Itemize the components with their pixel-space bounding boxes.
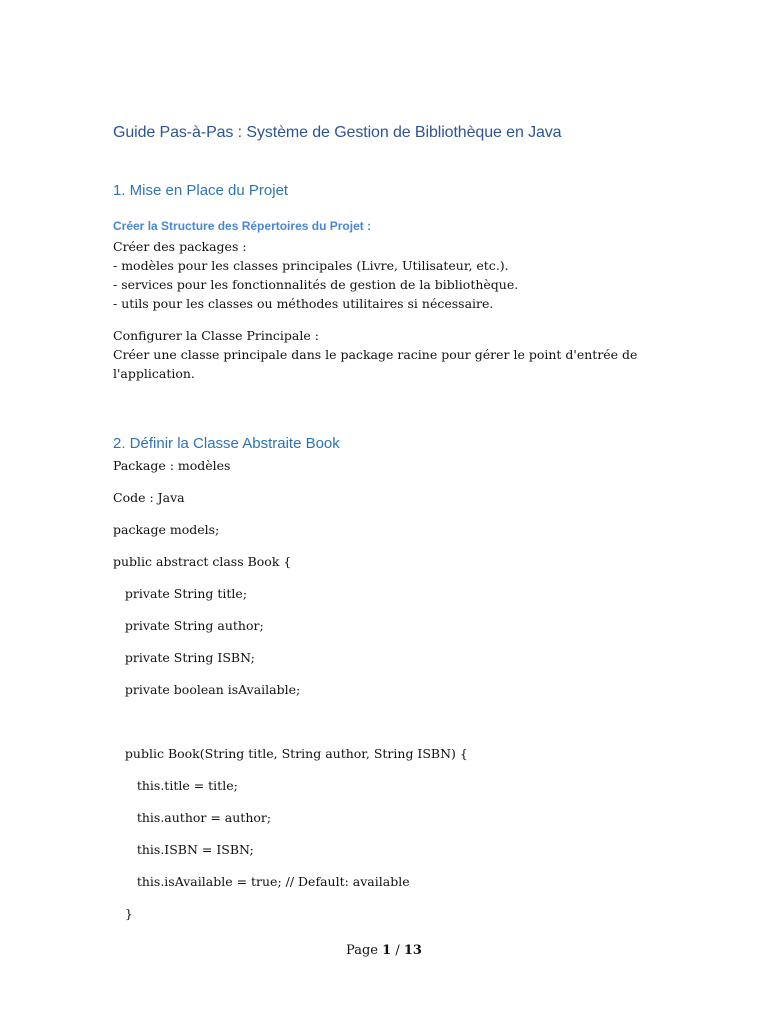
paragraph-line: Créer des packages : [113, 239, 247, 254]
code-line: private String ISBN; [113, 650, 255, 665]
code-line: private String title; [113, 586, 248, 601]
code-line: this.title = title; [113, 778, 238, 793]
paragraph-line: - modèles pour les classes principales (Livre, Utilisateur, etc.). [113, 258, 509, 273]
page-label: Page [346, 943, 378, 958]
paragraph-line: Configurer la Classe Principale : [113, 328, 319, 343]
code-line: private boolean isAvailable; [113, 682, 301, 697]
total-pages: 13 [403, 943, 422, 958]
code-line: private String author; [113, 618, 264, 633]
code-line: this.author = author; [113, 810, 272, 825]
paragraph-line: - utils pour les classes ou méthodes utilitaires si nécessaire. [113, 296, 494, 311]
packages-paragraph [113, 237, 518, 313]
code-line: this.ISBN = ISBN; [113, 842, 254, 857]
code-line: this.isAvailable = true; // Default: available [113, 874, 410, 889]
paragraph-line: Créer une classe principale dans le package racine pour gérer le point d'entrée de [113, 347, 638, 362]
code-line: public abstract class Book { [113, 554, 292, 569]
section-1-subheading: Créer la Structure des Répertoires du Projet : [113, 219, 372, 233]
section-2-heading: 2. Définir la Classe Abstraite Book [113, 435, 340, 452]
current-page-number: 1 [382, 943, 392, 958]
code-language-label: Code : Java [113, 490, 185, 505]
paragraph-line: l'application. [113, 366, 195, 381]
code-line: } [113, 906, 133, 921]
section-1-heading: 1. Mise en Place du Projet [113, 182, 289, 199]
paragraph-line: - services pour les fonctionnalités de gestion de la bibliothèque. [113, 277, 519, 292]
config-paragraph [113, 326, 637, 383]
package-line: Package : modèles [113, 458, 231, 473]
document-title: Guide Pas-à-Pas : Système de Gestion de Bibliothèque en Java [113, 124, 562, 141]
page-separator: / [395, 943, 400, 958]
page-footer [0, 943, 768, 958]
code-line: public Book(String title, String author, String ISBN) { [113, 746, 468, 761]
code-line: package models; [113, 522, 220, 537]
